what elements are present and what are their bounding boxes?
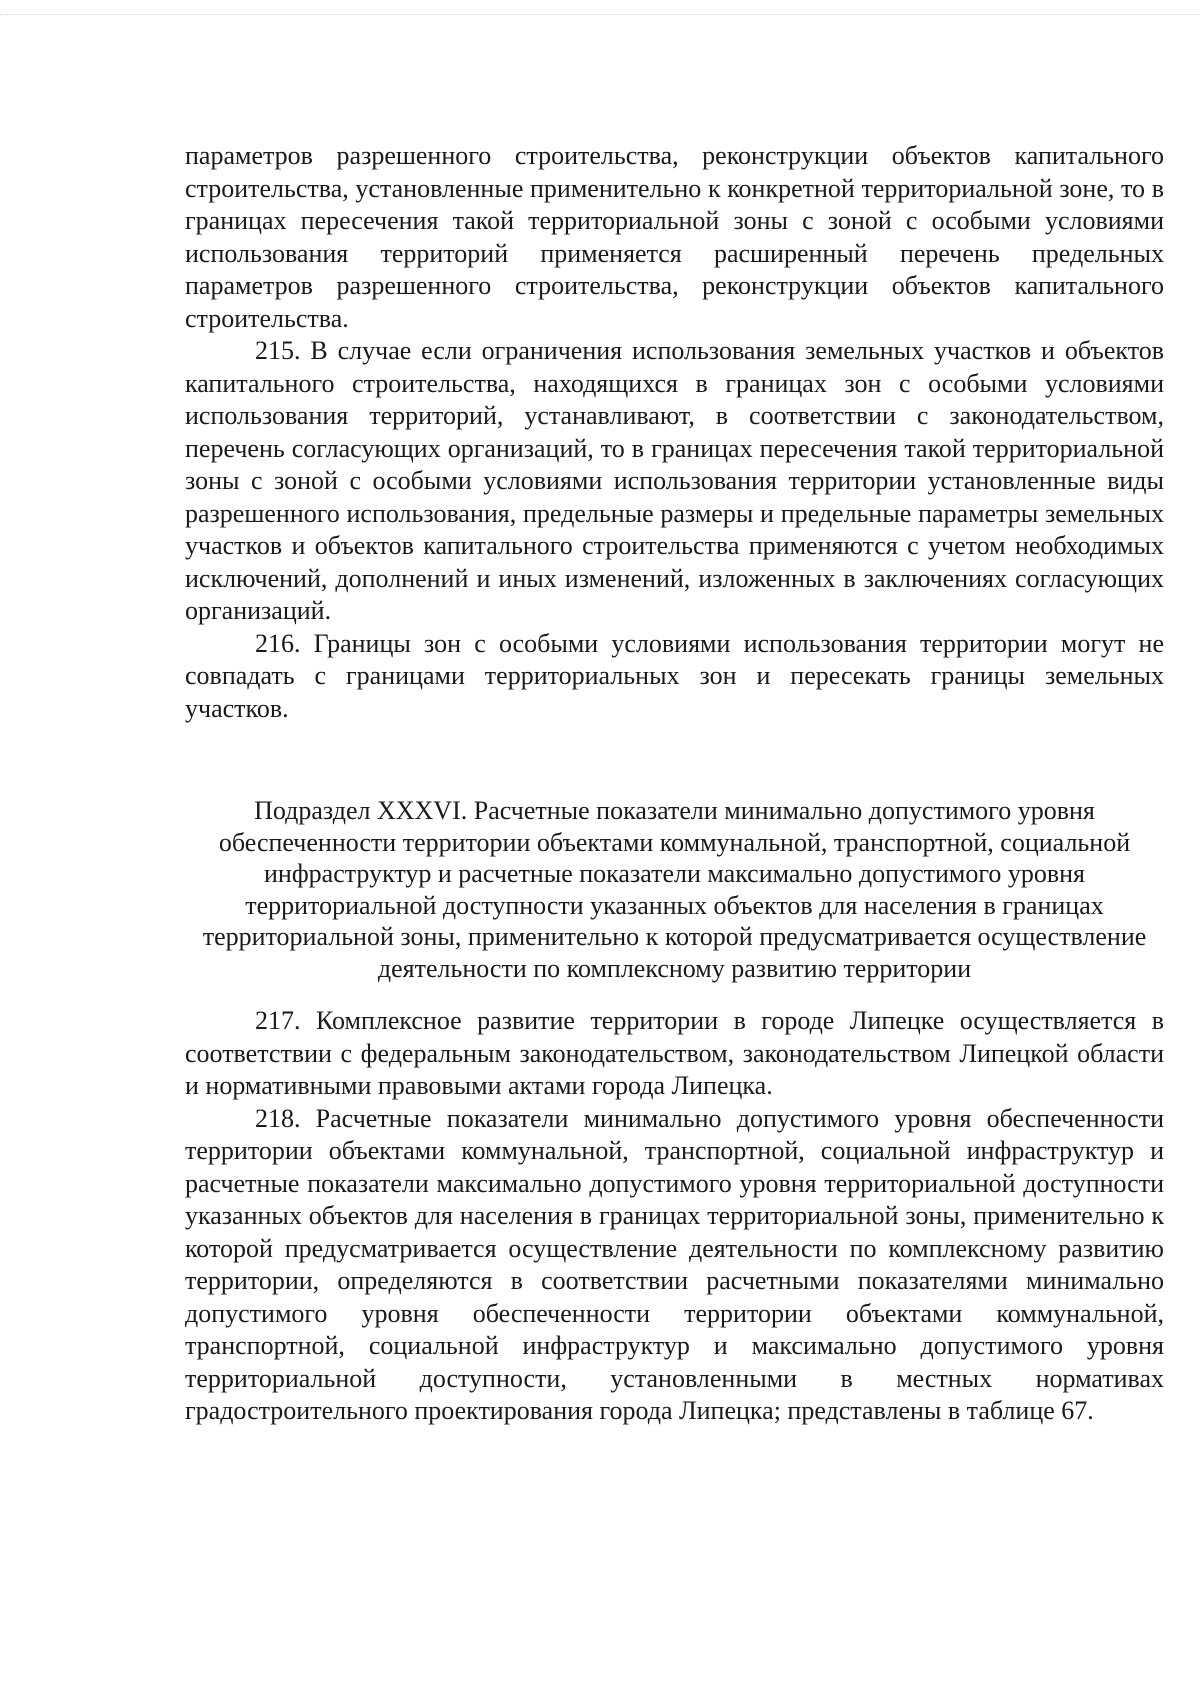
subsection-heading xyxy=(185,795,1164,984)
subsection-heading-text: Подраздел XXXVI. Расчетные показатели минимально допустимого уровня обеспеченности территории объектами коммунальной, транспортной, социальной инфраструктур и расчетные показатели максимально допустимого уровня территориальной доступности указанных объектов для населения в границах территориальной зоны, применительно к которой предусматривается осуществление деятельности по комплексному развитию территории xyxy=(202,796,1147,983)
paragraph-continuation: параметров разрешенного строительства, реконструкции объектов капитального строительства, установленные применительно к конкретной территориальной зоне, то в границах пересечения такой территориальной зоны с зоной с особыми условиями использования территорий применяется расширенный перечень предельных параметров разрешенного строительства, реконструкции объектов капитального строительства. xyxy=(185,141,1164,333)
scan-top-edge xyxy=(0,14,1200,15)
paragraph-218: 218. Расчетные показатели минимально допустимого уровня обеспеченности территории объектами коммунальной, транспортной, социальной инфраструктур и расчетные показатели максимально допустимого уровня территориальной доступности указанных объектов для населения в границах территориальной зоны, применительно к которой предусматривается осуществление деятельности по комплексному развитию территории, определяются в соответствии расчетными показателями минимально допустимого уровня обеспеченности территории объектами коммунальной, транспортной, социальной инфраструктур и максимально допустимого уровня территориальной доступности, установленными в местных нормативах градостроительного проектирования города Липецка; представлены в таблице 67. xyxy=(185,1103,1164,1425)
paragraph-215: 215. В случае если ограничения использования земельных участков и объектов капитального строительства, находящихся в границах зон с особыми условиями использования территорий, устанавливают, в соответствии с законодательством, перечень согласующих организаций, то в границах пересечения такой территориальной зоны с зоной с особыми условиями использования территории установленные виды разрешенного использования, предельные размеры и предельные параметры земельных участков и объектов капитального строительства применяются с учетом необходимых исключений, дополнений и иных изменений, изложенных в заключениях согласующих организаций. xyxy=(185,336,1164,625)
paragraph-217: 217. Комплексное развитие территории в городе Липецке осуществляется в соответствии с федеральным законодательством, законодательством Липецкой области и нормативными правовыми актами города Липецка. xyxy=(185,1006,1164,1100)
text-section-2 xyxy=(185,1005,1164,1428)
paragraph-216: 216. Границы зон с особыми условиями использования территории могут не совпадать с границами территориальных зон и пересекать границы земельных участков. xyxy=(185,628,1164,723)
text-section-1 xyxy=(185,140,1164,725)
